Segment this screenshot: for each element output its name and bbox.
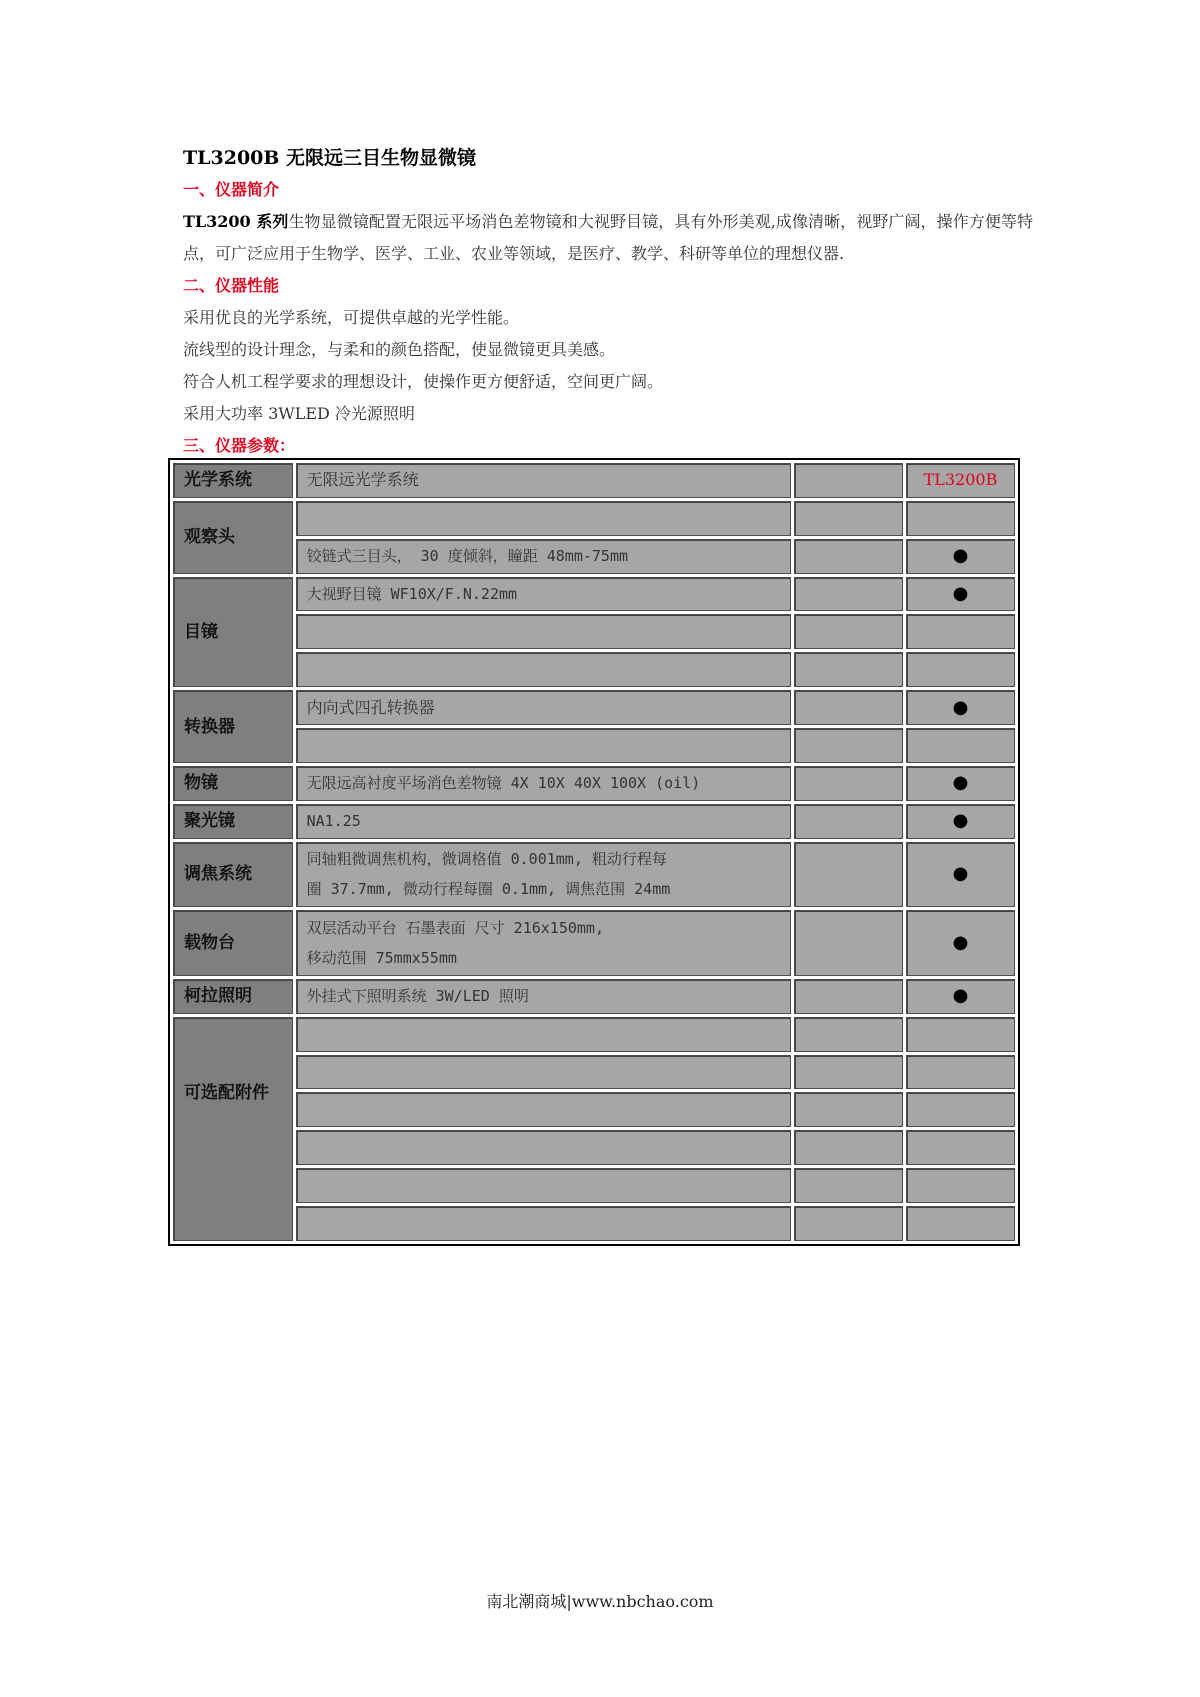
desc-focus-line-2: 圈 37.7mm, 微动行程每圈 0.1mm, 调焦范围 24mm — [306, 880, 671, 899]
dot-nosepiece: ● — [906, 690, 1015, 725]
empty-cell — [794, 577, 903, 612]
cat-objective: 物镜 — [173, 766, 293, 801]
empty-cell — [296, 1168, 791, 1203]
empty-cell — [296, 1130, 791, 1165]
empty-cell — [906, 652, 1015, 687]
page-title: TL3200B 无限远三目生物显微镜 — [183, 147, 477, 169]
table-row — [173, 1055, 1015, 1090]
empty-cell — [794, 728, 903, 763]
empty-cell — [296, 1017, 791, 1052]
document-body — [183, 142, 1033, 462]
empty-cell — [296, 1206, 791, 1241]
page-footer: 南北潮商城|www.nbchao.com — [486, 1592, 714, 1611]
dot-condenser: ● — [906, 804, 1015, 839]
performance-line-1: 采用优良的光学系统，可提供卓越的光学性能。 — [183, 308, 520, 327]
table-row — [173, 463, 1015, 498]
desc-stage-line-1: 双层活动平台 石墨表面 尺寸 216x150mm, — [306, 919, 604, 938]
table-row — [173, 728, 1015, 763]
table-row — [173, 1168, 1015, 1203]
desc-head-2: 铰链式三目头， 30 度倾斜，瞳距 48mm-75mm — [296, 539, 791, 574]
table-row — [173, 501, 1015, 536]
empty-cell — [794, 766, 903, 801]
desc-focus-line-1: 同轴粗微调焦机构，微调格值 0.001mm, 粗动行程每 — [306, 850, 667, 869]
empty-cell — [794, 614, 903, 649]
table-row — [173, 804, 1015, 839]
dot-kohler: ● — [906, 979, 1015, 1014]
section-heading-intro: 一、仪器简介 — [183, 180, 280, 199]
cat-focus: 调焦系统 — [173, 842, 293, 908]
table-row — [173, 1130, 1015, 1165]
intro-paragraph — [183, 206, 1033, 270]
empty-cell — [794, 652, 903, 687]
table-row — [173, 979, 1015, 1014]
desc-optical: 无限远光学系统 — [296, 463, 791, 498]
cat-condenser: 聚光镜 — [173, 804, 293, 839]
empty-cell — [906, 1130, 1015, 1165]
spec-table — [170, 460, 1018, 1244]
empty-cell — [906, 728, 1015, 763]
empty-cell — [906, 501, 1015, 536]
empty-cell — [794, 690, 903, 725]
empty-cell — [296, 614, 791, 649]
table-row — [173, 1017, 1015, 1052]
empty-cell — [794, 804, 903, 839]
empty-cell — [794, 539, 903, 574]
dot-objective: ● — [906, 766, 1015, 801]
cat-head: 观察头 — [173, 501, 293, 574]
empty-cell — [906, 1092, 1015, 1127]
performance-line-4: 采用大功率 3WLED 冷光源照明 — [183, 404, 415, 423]
desc-kohler: 外挂式下照明系统 3W/LED 照明 — [296, 979, 791, 1014]
table-row — [173, 842, 1015, 908]
empty-cell — [906, 1168, 1015, 1203]
empty-cell — [794, 842, 903, 908]
section-heading-params: 三、仪器参数： — [183, 436, 296, 455]
empty-cell — [906, 1017, 1015, 1052]
performance-line-2: 流线型的设计理念，与柔和的颜色搭配，使显微镜更具美感。 — [183, 340, 616, 359]
empty-cell — [906, 614, 1015, 649]
dot-focus: ● — [906, 842, 1015, 908]
empty-cell — [296, 1092, 791, 1127]
empty-cell — [794, 1055, 903, 1090]
empty-cell — [794, 463, 903, 498]
model-header: TL3200B — [906, 463, 1015, 498]
empty-cell — [794, 501, 903, 536]
desc-stage-line-2: 移动范围 75mmx55mm — [306, 949, 457, 968]
cat-nosepiece: 转换器 — [173, 690, 293, 763]
empty-cell — [794, 1017, 903, 1052]
desc-eyepiece-1: 大视野目镜 WF10X/F.N.22mm — [296, 577, 791, 612]
table-row — [173, 766, 1015, 801]
empty-cell — [296, 728, 791, 763]
performance-line-3: 符合人机工程学要求的理想设计，使操作更方便舒适，空间更广阔。 — [183, 372, 664, 391]
dot-head: ● — [906, 539, 1015, 574]
empty-cell — [794, 1130, 903, 1165]
dot-eyepiece: ● — [906, 577, 1015, 612]
intro-lead: TL3200 系列 — [183, 212, 289, 231]
cat-stage: 载物台 — [173, 910, 293, 976]
cat-optical: 光学系统 — [173, 463, 293, 498]
empty-cell — [794, 1092, 903, 1127]
empty-cell — [906, 1206, 1015, 1241]
section-heading-performance: 二、仪器性能 — [183, 276, 280, 295]
cat-optional: 可选配附件 — [173, 1017, 293, 1241]
table-row — [173, 614, 1015, 649]
empty-cell — [794, 910, 903, 976]
desc-nosepiece-1: 内向式四孔转换器 — [296, 690, 791, 725]
empty-cell — [794, 1206, 903, 1241]
table-row — [173, 1092, 1015, 1127]
empty-cell — [906, 1055, 1015, 1090]
table-row — [173, 652, 1015, 687]
dot-stage: ● — [906, 910, 1015, 976]
desc-condenser: NA1.25 — [296, 804, 791, 839]
spec-table-frame — [168, 458, 1020, 1246]
table-row — [173, 539, 1015, 574]
table-row — [173, 910, 1015, 976]
table-row — [173, 690, 1015, 725]
empty-cell — [794, 979, 903, 1014]
empty-cell — [794, 1168, 903, 1203]
intro-text: 生物显微镜配置无限远平场消色差物镜和大视野目镜，具有外形美观,成像清晰，视野广阔，操作方便等特点，可广泛应用于生物学、医学、工业、农业等领域，是医疗、教学、科研等单位的理想仪器. — [183, 212, 1033, 263]
cat-eyepiece: 目镜 — [173, 577, 293, 688]
cat-kohler: 柯拉照明 — [173, 979, 293, 1014]
table-row — [173, 1206, 1015, 1241]
empty-cell — [296, 652, 791, 687]
desc-stage — [296, 910, 791, 976]
desc-head-1 — [296, 501, 791, 536]
desc-focus — [296, 842, 791, 908]
desc-objective: 无限远高衬度平场消色差物镜 4X 10X 40X 100X (oil) — [296, 766, 791, 801]
empty-cell — [296, 1055, 791, 1090]
table-row — [173, 577, 1015, 612]
